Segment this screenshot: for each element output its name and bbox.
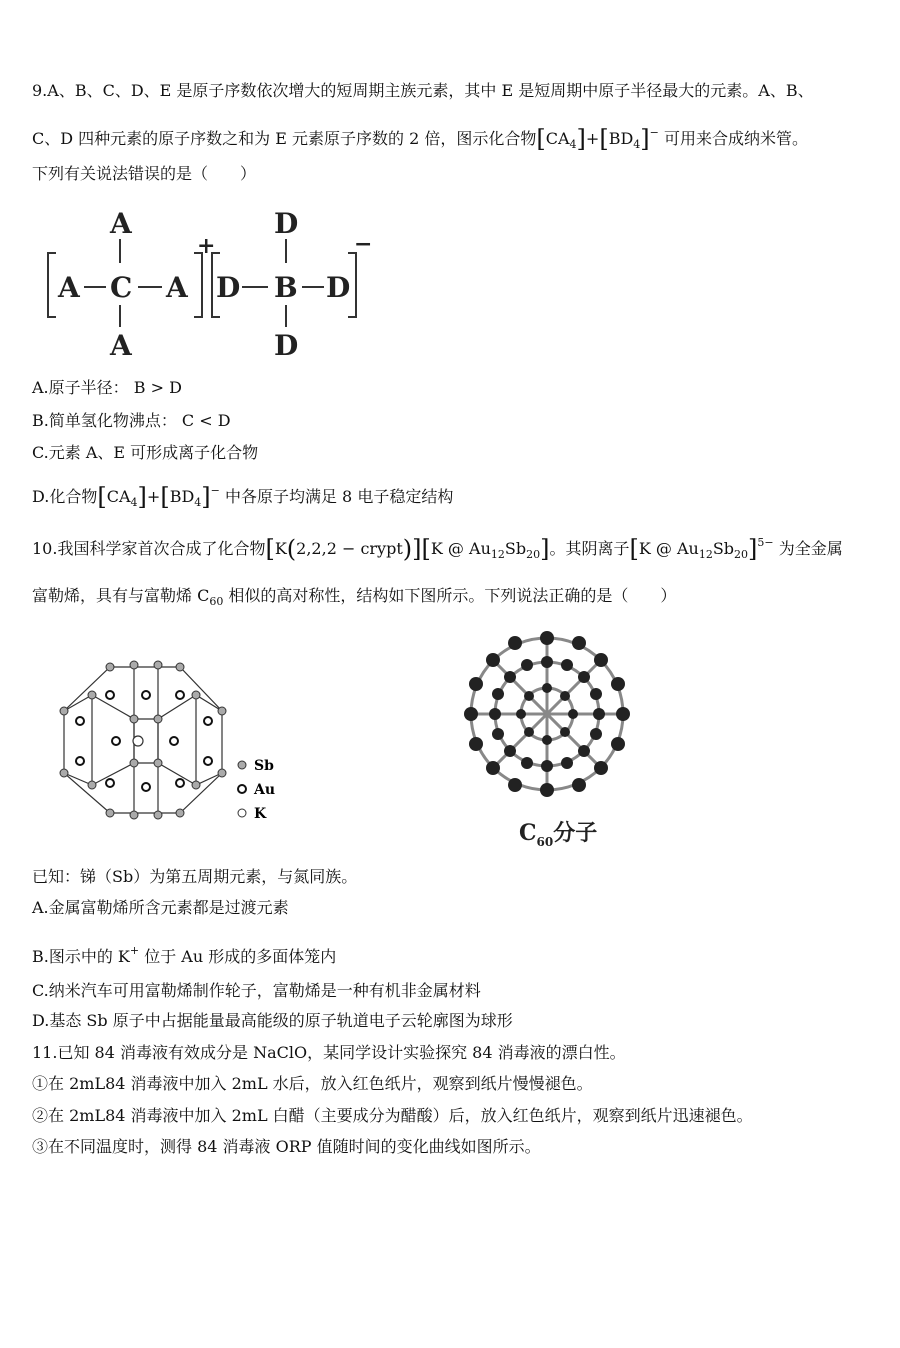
atom-b: B xyxy=(274,271,298,304)
legend-au: Au xyxy=(254,782,276,798)
q9-line2-text: C、D 四种元素的原子序数之和为 E 元素原子序数的 2 倍，图示化合物 xyxy=(32,129,537,148)
formula-ca: CA xyxy=(545,129,570,148)
cation-charge: + xyxy=(197,233,216,259)
q11-step3: ③在不同温度时，测得 84 消毒液 ORP 值随时间的变化曲线如图所示。 xyxy=(32,1137,541,1156)
atom-d-left: D xyxy=(216,271,241,304)
q10-known: 已知：锑（Sb）为第五周期元素，与氮同族。 xyxy=(32,867,358,886)
c60-molecule-diagram xyxy=(455,628,645,858)
atom-a-right: A xyxy=(166,271,188,304)
atom-a-top: A xyxy=(110,207,132,240)
q10-line1: 10.我国科学家首次合成了化合物[K(2,2,2 − crypt)][K @ $Au_{12}Sb_{20}$]。其阴离子[K @ $Au_{12}Sb_{20}]^{5-}$ 为全金属 xyxy=(32,535,843,563)
q10-line2: 富勒烯，具有与富勒烯 $C_{60}$ 相似的高对称性，结构如下图所示。下列说法正确的是（ ） xyxy=(32,586,677,608)
q10-option-d[interactable]: D.基态 Sb 原子中占据能量最高能级的原子轨道电子云轮廓图为球形 xyxy=(32,1011,513,1030)
anion-charge: − xyxy=(354,231,373,257)
q11-line1: 11.已知 84 消毒液有效成分是 NaClO，某同学设计实验探究 84 消毒液的漂白性。 xyxy=(32,1043,626,1062)
q10-option-b[interactable]: B.图示中的 K+ 位于 Au 形成的多面体笼内 xyxy=(32,944,337,966)
q9-line2-post: 可用来合成纳米管。 xyxy=(663,129,808,148)
q10-option-a[interactable]: A.金属富勒烯所含元素都是过渡元素 xyxy=(32,898,289,917)
c60-label: $C_{60}$分子 xyxy=(519,820,598,849)
atom-a-left: A xyxy=(58,271,80,304)
q9-line2: C、D 四种元素的原子序数之和为 E 元素原子序数的 2 倍，图示化合物$[CA_4]+[BD_4]^-$ 可用来合成纳米管。 xyxy=(32,125,808,153)
atom-d-right: D xyxy=(326,271,351,304)
q9-option-b[interactable]: B.简单氢化物沸点： C < D xyxy=(32,411,231,430)
metal-fullerene-diagram xyxy=(50,655,290,825)
q9-line1: 9.A、B、C、D、E 是原子序数依次增大的短周期主族元素，其中 E 是短周期中原子半径最大的元素。A、B、 xyxy=(32,81,814,100)
formula-bd: BD xyxy=(608,129,634,148)
q9-structure-diagram xyxy=(40,205,380,365)
q9-option-c[interactable]: C.元素 A、E 可形成离子化合物 xyxy=(32,443,259,462)
atom-c: C xyxy=(110,271,133,304)
q11-step1: ①在 2mL84 消毒液中加入 2mL 水后，放入红色纸片，观察到纸片慢慢褪色。 xyxy=(32,1074,593,1093)
q10-option-c[interactable]: C.纳米汽车可用富勒烯制作轮子，富勒烯是一种有机非金属材料 xyxy=(32,981,481,1000)
q11-step2: ②在 2mL84 消毒液中加入 2mL 白醋（主要成分为醋酸）后，放入红色纸片，观察到纸片迅速褪色。 xyxy=(32,1106,753,1125)
q9-option-d[interactable]: D.化合物$[CA_4]+[BD_4]^-$ 中各原子均满足 8 电子稳定结构 xyxy=(32,483,454,511)
legend-sb: Sb xyxy=(254,758,274,774)
q9-question: 下列有关说法错误的是（ ） xyxy=(32,164,257,183)
legend-k: K xyxy=(254,806,267,822)
q9-option-a[interactable]: A.原子半径： B > D xyxy=(32,378,182,397)
atom-d-bottom: D xyxy=(274,329,299,362)
atom-d-top: D xyxy=(274,207,299,240)
atom-a-bottom: A xyxy=(110,329,132,362)
